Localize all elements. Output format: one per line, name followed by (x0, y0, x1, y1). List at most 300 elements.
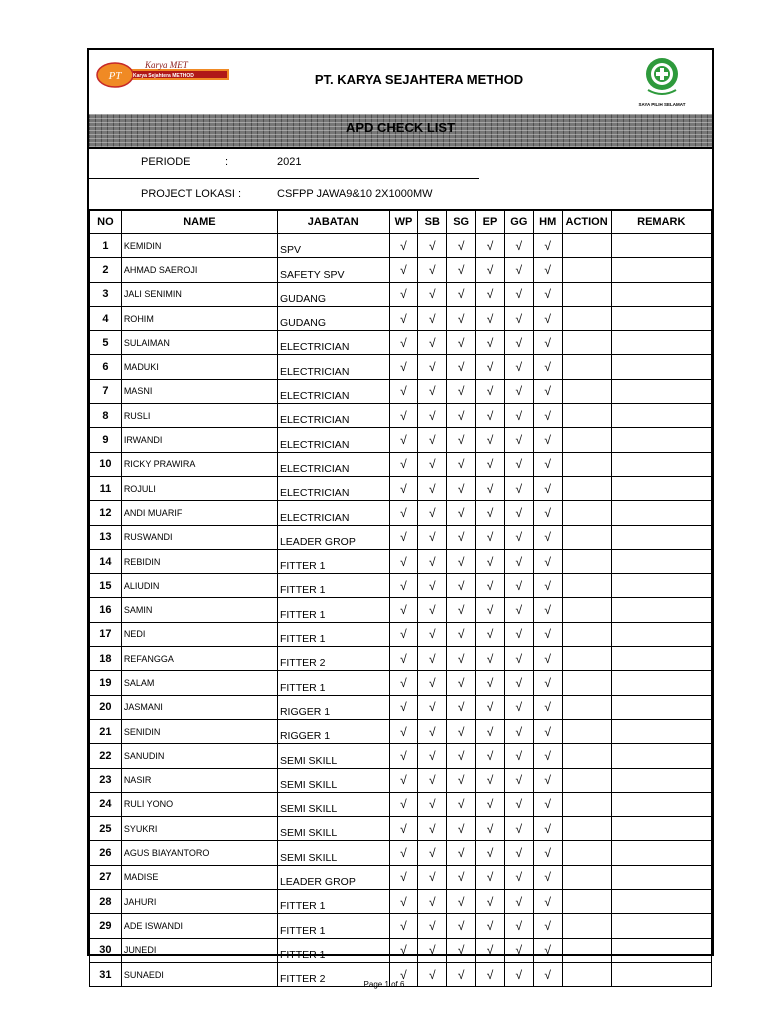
row-name: NEDI (121, 622, 277, 646)
col-hm: HM (533, 210, 562, 234)
check-sg: √ (447, 258, 476, 282)
row-action (562, 695, 611, 719)
check-ep: √ (476, 404, 505, 428)
row-no: 22 (90, 744, 122, 768)
check-wp: √ (389, 671, 418, 695)
check-sb: √ (418, 258, 447, 282)
check-sg: √ (447, 817, 476, 841)
row-jabatan: ELECTRICIAN (277, 428, 389, 452)
check-hm: √ (533, 549, 562, 573)
row-action (562, 379, 611, 403)
row-jabatan: FITTER 1 (277, 622, 389, 646)
row-jabatan: SPV (277, 234, 389, 258)
company-title: PT. KARYA SEJAHTERA METHOD (314, 72, 524, 87)
check-sb: √ (418, 865, 447, 889)
check-wp: √ (389, 501, 418, 525)
row-action (562, 671, 611, 695)
check-gg: √ (504, 331, 533, 355)
row-action (562, 428, 611, 452)
check-ep: √ (476, 671, 505, 695)
logo-caption: SAYA PILIH SELAMAT (638, 102, 686, 107)
check-sg: √ (447, 525, 476, 549)
check-gg: √ (504, 817, 533, 841)
row-action (562, 938, 611, 962)
check-gg: √ (504, 452, 533, 476)
check-hm: √ (533, 647, 562, 671)
row-jabatan: ELECTRICIAN (277, 501, 389, 525)
row-remark (611, 476, 711, 500)
check-ep: √ (476, 355, 505, 379)
row-remark (611, 525, 711, 549)
row-jabatan: LEADER GROP (277, 865, 389, 889)
table-row (90, 817, 712, 841)
row-remark (611, 306, 711, 330)
checklist-title: APD CHECK LIST (345, 120, 456, 135)
check-ep: √ (476, 525, 505, 549)
table-row (90, 379, 712, 403)
check-sg: √ (447, 282, 476, 306)
table-row (90, 768, 712, 792)
row-name: SANUDIN (121, 744, 277, 768)
check-hm: √ (533, 671, 562, 695)
row-no: 19 (90, 671, 122, 695)
row-remark (611, 234, 711, 258)
check-wp: √ (389, 476, 418, 500)
row-remark (611, 865, 711, 889)
row-action (562, 719, 611, 743)
table-row (90, 719, 712, 743)
check-wp: √ (389, 841, 418, 865)
col-sb: SB (418, 210, 447, 234)
col-ep: EP (476, 210, 505, 234)
row-jabatan: ELECTRICIAN (277, 452, 389, 476)
row-name: RICKY PRAWIRA (121, 452, 277, 476)
check-sb: √ (418, 914, 447, 938)
check-gg: √ (504, 938, 533, 962)
title-banner (89, 114, 712, 149)
row-jabatan: ELECTRICIAN (277, 476, 389, 500)
check-hm: √ (533, 258, 562, 282)
check-ep: √ (476, 962, 505, 986)
row-no: 26 (90, 841, 122, 865)
row-action (562, 306, 611, 330)
check-wp: √ (389, 719, 418, 743)
row-jabatan: FITTER 1 (277, 549, 389, 573)
row-no: 10 (90, 452, 122, 476)
check-sg: √ (447, 379, 476, 403)
row-remark (611, 549, 711, 573)
check-gg: √ (504, 719, 533, 743)
check-sb: √ (418, 574, 447, 598)
table-row (90, 865, 712, 889)
row-remark (611, 428, 711, 452)
row-name: MASNI (121, 379, 277, 403)
check-gg: √ (504, 549, 533, 573)
check-ep: √ (476, 695, 505, 719)
row-remark (611, 914, 711, 938)
check-sb: √ (418, 598, 447, 622)
check-sg: √ (447, 452, 476, 476)
lokasi-row (89, 178, 479, 210)
check-hm: √ (533, 938, 562, 962)
col-sg: SG (447, 210, 476, 234)
row-jabatan: LEADER GROP (277, 525, 389, 549)
row-jabatan: GUDANG (277, 282, 389, 306)
check-wp: √ (389, 890, 418, 914)
check-sb: √ (418, 428, 447, 452)
row-remark (611, 841, 711, 865)
table-row (90, 404, 712, 428)
check-sg: √ (447, 890, 476, 914)
check-hm: √ (533, 428, 562, 452)
check-hm: √ (533, 865, 562, 889)
table-row (90, 234, 712, 258)
row-action (562, 890, 611, 914)
check-wp: √ (389, 914, 418, 938)
check-gg: √ (504, 914, 533, 938)
row-action (562, 841, 611, 865)
row-name: ROHIM (121, 306, 277, 330)
check-sg: √ (447, 574, 476, 598)
check-wp: √ (389, 695, 418, 719)
row-name: REBIDIN (121, 549, 277, 573)
row-jabatan: FITTER 1 (277, 890, 389, 914)
check-ep: √ (476, 476, 505, 500)
row-action (562, 792, 611, 816)
row-remark (611, 744, 711, 768)
row-no: 18 (90, 647, 122, 671)
check-sb: √ (418, 671, 447, 695)
check-wp: √ (389, 306, 418, 330)
col-action: ACTION (562, 210, 611, 234)
check-wp: √ (389, 452, 418, 476)
check-sb: √ (418, 476, 447, 500)
row-name: SAMIN (121, 598, 277, 622)
check-wp: √ (389, 282, 418, 306)
check-ep: √ (476, 768, 505, 792)
row-action (562, 914, 611, 938)
table-row (90, 574, 712, 598)
row-jabatan: FITTER 2 (277, 647, 389, 671)
periode-colon: : (225, 156, 229, 168)
logo-sub-text: Karya Sejahtera METHOD (133, 73, 194, 79)
row-no: 17 (90, 622, 122, 646)
row-no: 8 (90, 404, 122, 428)
row-jabatan: ELECTRICIAN (277, 355, 389, 379)
row-remark (611, 452, 711, 476)
check-gg: √ (504, 404, 533, 428)
check-ep: √ (476, 452, 505, 476)
check-gg: √ (504, 768, 533, 792)
check-ep: √ (476, 792, 505, 816)
row-name: JASMANI (121, 695, 277, 719)
check-wp: √ (389, 258, 418, 282)
row-jabatan: FITTER 1 (277, 938, 389, 962)
row-action (562, 404, 611, 428)
row-no: 11 (90, 476, 122, 500)
table-row (90, 549, 712, 573)
row-action (562, 622, 611, 646)
row-name: SENIDIN (121, 719, 277, 743)
row-no: 20 (90, 695, 122, 719)
check-hm: √ (533, 962, 562, 986)
table-row (90, 452, 712, 476)
check-sb: √ (418, 282, 447, 306)
row-remark (611, 404, 711, 428)
check-sg: √ (447, 865, 476, 889)
check-hm: √ (533, 355, 562, 379)
row-remark (611, 671, 711, 695)
check-sg: √ (447, 428, 476, 452)
check-gg: √ (504, 476, 533, 500)
table-row (90, 841, 712, 865)
logo-brand-text: Karya MET (145, 60, 188, 70)
check-sb: √ (418, 817, 447, 841)
check-ep: √ (476, 744, 505, 768)
check-sg: √ (447, 647, 476, 671)
check-sb: √ (418, 525, 447, 549)
row-remark (611, 282, 711, 306)
row-no: 16 (90, 598, 122, 622)
check-hm: √ (533, 817, 562, 841)
row-name: RUSWANDI (121, 525, 277, 549)
table-row (90, 671, 712, 695)
check-ep: √ (476, 379, 505, 403)
row-action (562, 817, 611, 841)
table-row (90, 744, 712, 768)
check-hm: √ (533, 890, 562, 914)
check-sg: √ (447, 768, 476, 792)
check-hm: √ (533, 234, 562, 258)
check-ep: √ (476, 549, 505, 573)
check-ep: √ (476, 306, 505, 330)
row-action (562, 865, 611, 889)
check-hm: √ (533, 914, 562, 938)
row-action (562, 744, 611, 768)
row-jabatan: ELECTRICIAN (277, 404, 389, 428)
periode-row (89, 147, 712, 178)
table-row (90, 938, 712, 962)
periode-value: 2021 (277, 156, 302, 168)
check-sb: √ (418, 744, 447, 768)
check-wp: √ (389, 744, 418, 768)
check-gg: √ (504, 671, 533, 695)
row-action (562, 647, 611, 671)
apd-table (89, 209, 712, 987)
check-wp: √ (389, 938, 418, 962)
periode-label: PERIODE (141, 156, 191, 168)
check-hm: √ (533, 501, 562, 525)
row-remark (611, 379, 711, 403)
row-no: 23 (90, 768, 122, 792)
check-wp: √ (389, 598, 418, 622)
check-sb: √ (418, 306, 447, 330)
table-row (90, 428, 712, 452)
row-name: SULAIMAN (121, 331, 277, 355)
check-sg: √ (447, 234, 476, 258)
row-no: 7 (90, 379, 122, 403)
check-sb: √ (418, 622, 447, 646)
row-no: 27 (90, 865, 122, 889)
row-jabatan: SEMI SKILL (277, 841, 389, 865)
row-name: SALAM (121, 671, 277, 695)
check-gg: √ (504, 258, 533, 282)
check-sb: √ (418, 549, 447, 573)
row-name: IRWANDI (121, 428, 277, 452)
check-ep: √ (476, 865, 505, 889)
check-wp: √ (389, 574, 418, 598)
check-gg: √ (504, 525, 533, 549)
row-name: JAHURI (121, 890, 277, 914)
check-hm: √ (533, 792, 562, 816)
check-wp: √ (389, 428, 418, 452)
check-gg: √ (504, 306, 533, 330)
company-logo (95, 60, 233, 90)
row-jabatan: SAFETY SPV (277, 258, 389, 282)
check-gg: √ (504, 501, 533, 525)
check-sb: √ (418, 404, 447, 428)
row-name: ADE ISWANDI (121, 914, 277, 938)
check-wp: √ (389, 525, 418, 549)
row-remark (611, 768, 711, 792)
row-no: 28 (90, 890, 122, 914)
row-remark (611, 938, 711, 962)
check-gg: √ (504, 355, 533, 379)
check-gg: √ (504, 622, 533, 646)
check-hm: √ (533, 695, 562, 719)
check-sg: √ (447, 914, 476, 938)
row-action (562, 331, 611, 355)
row-remark (611, 817, 711, 841)
row-jabatan: FITTER 2 (277, 962, 389, 986)
row-action (562, 549, 611, 573)
row-remark (611, 355, 711, 379)
row-remark (611, 719, 711, 743)
check-ep: √ (476, 501, 505, 525)
check-ep: √ (476, 647, 505, 671)
row-no: 2 (90, 258, 122, 282)
row-name: AHMAD SAEROJI (121, 258, 277, 282)
check-ep: √ (476, 234, 505, 258)
row-jabatan: FITTER 1 (277, 914, 389, 938)
check-ep: √ (476, 622, 505, 646)
row-jabatan: SEMI SKILL (277, 768, 389, 792)
check-ep: √ (476, 817, 505, 841)
check-ep: √ (476, 890, 505, 914)
check-wp: √ (389, 331, 418, 355)
check-hm: √ (533, 744, 562, 768)
check-gg: √ (504, 890, 533, 914)
row-action (562, 234, 611, 258)
check-sg: √ (447, 671, 476, 695)
row-action (562, 598, 611, 622)
row-name: ALIUDIN (121, 574, 277, 598)
row-jabatan: SEMI SKILL (277, 817, 389, 841)
row-no: 14 (90, 549, 122, 573)
row-action (562, 525, 611, 549)
logo-pt-text: PT (108, 70, 122, 82)
row-no: 12 (90, 501, 122, 525)
row-no: 4 (90, 306, 122, 330)
table-row (90, 598, 712, 622)
row-jabatan: FITTER 1 (277, 598, 389, 622)
table-row (90, 647, 712, 671)
row-name: KEMIDIN (121, 234, 277, 258)
row-jabatan: RIGGER 1 (277, 719, 389, 743)
table-row (90, 476, 712, 500)
check-gg: √ (504, 574, 533, 598)
row-action (562, 574, 611, 598)
check-gg: √ (504, 792, 533, 816)
row-jabatan: SEMI SKILL (277, 792, 389, 816)
row-remark (611, 331, 711, 355)
row-name: SUNAEDI (121, 962, 277, 986)
table-row (90, 355, 712, 379)
check-sg: √ (447, 404, 476, 428)
check-wp: √ (389, 962, 418, 986)
check-sg: √ (447, 549, 476, 573)
row-no: 6 (90, 355, 122, 379)
row-remark (611, 598, 711, 622)
check-hm: √ (533, 841, 562, 865)
check-sg: √ (447, 938, 476, 962)
check-hm: √ (533, 404, 562, 428)
row-jabatan: GUDANG (277, 306, 389, 330)
row-no: 24 (90, 792, 122, 816)
row-remark (611, 501, 711, 525)
row-no: 5 (90, 331, 122, 355)
check-ep: √ (476, 258, 505, 282)
check-wp: √ (389, 379, 418, 403)
check-ep: √ (476, 841, 505, 865)
row-jabatan: FITTER 1 (277, 671, 389, 695)
row-name: AGUS BIAYANTORO (121, 841, 277, 865)
col-remark: REMARK (611, 210, 711, 234)
check-hm: √ (533, 452, 562, 476)
check-wp: √ (389, 817, 418, 841)
lokasi-value: CSFPP JAWA9&10 2X1000MW (277, 188, 433, 200)
table-header-row (90, 210, 712, 234)
row-no: 31 (90, 962, 122, 986)
row-remark (611, 258, 711, 282)
check-sg: √ (447, 598, 476, 622)
check-sg: √ (447, 719, 476, 743)
check-hm: √ (533, 598, 562, 622)
col-no: NO (90, 210, 122, 234)
table-row (90, 792, 712, 816)
check-ep: √ (476, 428, 505, 452)
row-name: MADISE (121, 865, 277, 889)
row-jabatan: ELECTRICIAN (277, 379, 389, 403)
check-wp: √ (389, 355, 418, 379)
row-name: JALI SENIMIN (121, 282, 277, 306)
row-no: 13 (90, 525, 122, 549)
row-no: 1 (90, 234, 122, 258)
check-sb: √ (418, 938, 447, 962)
check-sb: √ (418, 890, 447, 914)
check-gg: √ (504, 379, 533, 403)
check-gg: √ (504, 865, 533, 889)
check-wp: √ (389, 768, 418, 792)
row-name: SYUKRI (121, 817, 277, 841)
col-gg: GG (504, 210, 533, 234)
check-sb: √ (418, 331, 447, 355)
row-name: NASIR (121, 768, 277, 792)
row-name: RULI YONO (121, 792, 277, 816)
row-jabatan: FITTER 1 (277, 574, 389, 598)
check-sb: √ (418, 234, 447, 258)
check-wp: √ (389, 234, 418, 258)
